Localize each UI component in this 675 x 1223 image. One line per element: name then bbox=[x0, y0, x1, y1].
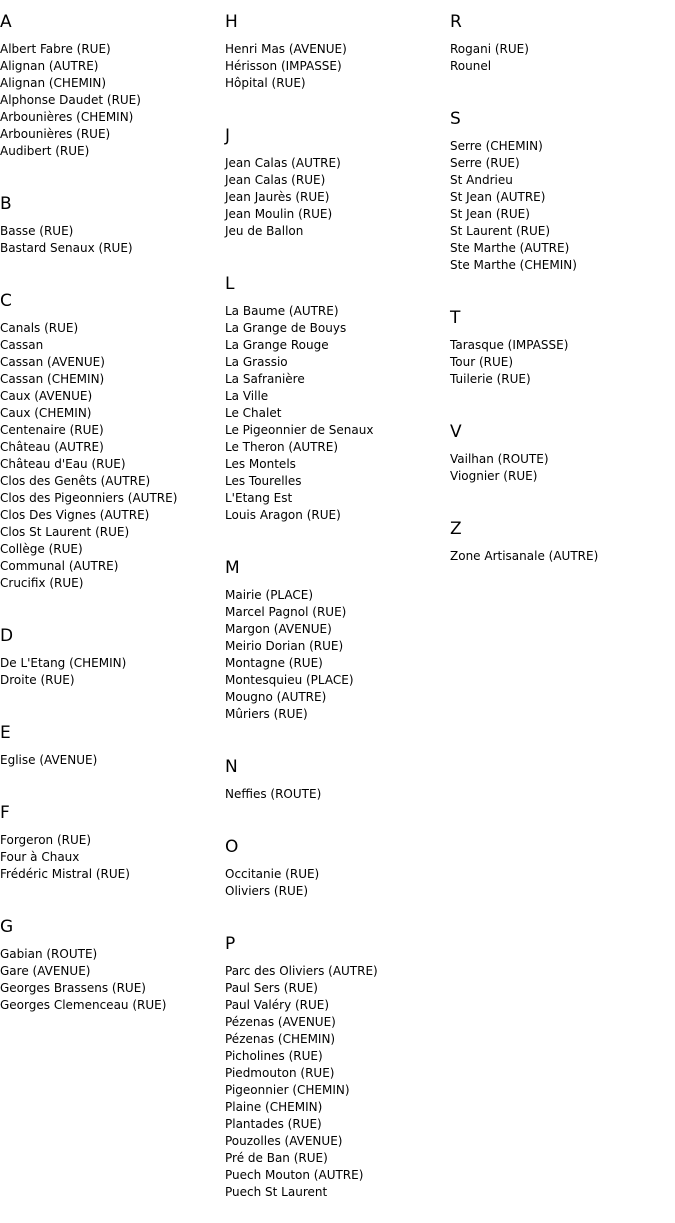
street-link[interactable]: Viognier (RUE) bbox=[450, 469, 538, 483]
street-link[interactable]: Four à Chaux bbox=[0, 850, 80, 864]
street-link[interactable]: La Ville bbox=[225, 389, 269, 403]
street-link[interactable]: Caux (AVENUE) bbox=[0, 389, 93, 403]
street-list bbox=[225, 155, 447, 240]
street-link[interactable]: Cassan bbox=[0, 338, 44, 352]
letter-heading: L bbox=[225, 274, 235, 294]
street-link[interactable]: Meirio Dorian (RUE) bbox=[225, 639, 344, 653]
street-link[interactable]: Clos des Genêts (AUTRE) bbox=[0, 474, 151, 488]
street-index-column-2 bbox=[225, 0, 447, 1223]
street-index-column-1 bbox=[0, 0, 222, 1036]
street-link[interactable]: Basse (RUE) bbox=[0, 224, 74, 238]
street-link[interactable]: Château (AUTRE) bbox=[0, 440, 104, 454]
street-link[interactable]: Centenaire (RUE) bbox=[0, 423, 104, 437]
street-list bbox=[225, 963, 447, 1201]
street-link[interactable]: Plantades (RUE) bbox=[225, 1117, 322, 1131]
letter-section bbox=[225, 546, 447, 723]
street-link[interactable]: Parc des Oliviers (AUTRE) bbox=[225, 964, 378, 978]
street-list bbox=[450, 138, 672, 274]
street-link[interactable]: La Grange Rouge bbox=[225, 338, 329, 352]
street-link[interactable]: Jean Calas (AUTRE) bbox=[225, 156, 341, 170]
letter-section bbox=[0, 614, 222, 689]
street-link[interactable]: Les Montels bbox=[225, 457, 296, 471]
street-list bbox=[0, 946, 222, 1014]
street-link[interactable]: Albert Fabre (RUE) bbox=[0, 42, 111, 56]
street-link[interactable]: Paul Sers (RUE) bbox=[225, 981, 318, 995]
street-link[interactable]: Montesquieu (PLACE) bbox=[225, 673, 354, 687]
street-link[interactable]: St Andrieu bbox=[450, 173, 513, 187]
street-link[interactable]: Oliviers (RUE) bbox=[225, 884, 308, 898]
letter-heading: V bbox=[450, 422, 462, 442]
letter-heading: R bbox=[450, 12, 462, 32]
street-link[interactable]: La Baume (AUTRE) bbox=[225, 304, 339, 318]
letter-section bbox=[0, 279, 222, 592]
street-link[interactable]: Tarasque (IMPASSE) bbox=[450, 338, 569, 352]
street-list bbox=[450, 41, 672, 75]
street-list bbox=[0, 223, 222, 257]
letter-section bbox=[450, 410, 672, 485]
street-list bbox=[0, 41, 222, 160]
street-link[interactable]: Alignan (AUTRE) bbox=[0, 59, 99, 73]
letter-section bbox=[450, 507, 672, 565]
letter-section bbox=[0, 711, 222, 769]
letter-heading: S bbox=[450, 109, 461, 129]
letter-heading: H bbox=[225, 12, 238, 32]
letter-section bbox=[225, 825, 447, 900]
street-link[interactable]: La Grassio bbox=[225, 355, 288, 369]
street-link[interactable]: Occitanie (RUE) bbox=[225, 867, 320, 881]
street-link[interactable]: Margon (AVENUE) bbox=[225, 622, 332, 636]
letter-section bbox=[450, 296, 672, 388]
street-link[interactable]: Pouzolles (AVENUE) bbox=[225, 1134, 343, 1148]
street-link[interactable]: Eglise (AVENUE) bbox=[0, 753, 98, 767]
street-link[interactable]: Caux (CHEMIN) bbox=[0, 406, 92, 420]
street-list bbox=[0, 320, 222, 592]
letter-heading: B bbox=[0, 194, 12, 214]
letter-heading: T bbox=[450, 308, 461, 328]
street-list bbox=[0, 832, 222, 883]
street-link[interactable]: Cassan (AVENUE) bbox=[0, 355, 105, 369]
street-list bbox=[225, 786, 447, 803]
letter-section bbox=[0, 0, 222, 160]
street-link[interactable]: Puech Mouton (AUTRE) bbox=[225, 1168, 364, 1182]
street-link[interactable]: Jean Jaurès (RUE) bbox=[225, 190, 330, 204]
street-list bbox=[0, 655, 222, 689]
letter-section bbox=[225, 0, 447, 92]
street-link[interactable]: Pigeonnier (CHEMIN) bbox=[225, 1083, 350, 1097]
street-link[interactable]: De L'Etang (CHEMIN) bbox=[0, 656, 127, 670]
street-link[interactable]: Puech St Laurent bbox=[225, 1185, 328, 1199]
letter-heading: P bbox=[225, 934, 236, 954]
street-link[interactable]: Alignan (CHEMIN) bbox=[0, 76, 107, 90]
street-link[interactable]: Ste Marthe (CHEMIN) bbox=[450, 258, 577, 272]
street-link[interactable]: Clos St Laurent (RUE) bbox=[0, 525, 130, 539]
letter-heading: A bbox=[0, 12, 12, 32]
street-link[interactable]: Le Theron (AUTRE) bbox=[225, 440, 339, 454]
street-link[interactable]: Ste Marthe (AUTRE) bbox=[450, 241, 570, 255]
letter-section bbox=[0, 791, 222, 883]
letter-heading: E bbox=[0, 723, 11, 743]
street-link[interactable]: Alphonse Daudet (RUE) bbox=[0, 93, 141, 107]
street-link[interactable]: St Laurent (RUE) bbox=[450, 224, 551, 238]
letter-section bbox=[0, 182, 222, 257]
street-link[interactable]: St Jean (RUE) bbox=[450, 207, 530, 221]
street-link[interactable]: Louis Aragon (RUE) bbox=[225, 508, 341, 522]
letter-heading: F bbox=[0, 803, 10, 823]
street-link[interactable]: Frédéric Mistral (RUE) bbox=[0, 867, 130, 881]
street-link[interactable]: Jean Moulin (RUE) bbox=[225, 207, 333, 221]
letter-heading: N bbox=[225, 757, 238, 777]
street-list bbox=[225, 303, 447, 524]
letter-heading: J bbox=[225, 126, 231, 146]
street-link[interactable]: Arbounières (RUE) bbox=[0, 127, 111, 141]
letter-section bbox=[450, 0, 672, 75]
street-link[interactable]: Forgeron (RUE) bbox=[0, 833, 92, 847]
street-link[interactable]: Clos des Pigeonniers (AUTRE) bbox=[0, 491, 178, 505]
street-link[interactable]: La Safranière bbox=[225, 372, 305, 386]
street-link[interactable]: Pézenas (AVENUE) bbox=[225, 1015, 336, 1029]
street-link[interactable]: Mougno (AUTRE) bbox=[225, 690, 327, 704]
street-link[interactable]: Canals (RUE) bbox=[0, 321, 79, 335]
letter-heading: M bbox=[225, 558, 240, 578]
street-link[interactable]: St Jean (AUTRE) bbox=[450, 190, 546, 204]
street-list bbox=[450, 451, 672, 485]
street-link[interactable]: Neffies (ROUTE) bbox=[225, 787, 322, 801]
street-link[interactable]: Piedmouton (RUE) bbox=[225, 1066, 335, 1080]
street-link[interactable]: Le Chalet bbox=[225, 406, 282, 420]
street-link[interactable]: L'Etang Est bbox=[225, 491, 293, 505]
street-index-column-3 bbox=[450, 0, 672, 587]
street-link[interactable]: Picholines (RUE) bbox=[225, 1049, 323, 1063]
street-link[interactable]: Droite (RUE) bbox=[0, 673, 75, 687]
street-link[interactable]: Vailhan (ROUTE) bbox=[450, 452, 549, 466]
letter-heading: D bbox=[0, 626, 14, 646]
street-link[interactable]: Collège (RUE) bbox=[0, 542, 83, 556]
street-link[interactable]: Pézenas (CHEMIN) bbox=[225, 1032, 336, 1046]
street-link[interactable]: Serre (CHEMIN) bbox=[450, 139, 543, 153]
street-list bbox=[225, 866, 447, 900]
street-link[interactable]: Georges Clemenceau (RUE) bbox=[0, 998, 167, 1012]
letter-heading: O bbox=[225, 837, 239, 857]
street-list bbox=[450, 548, 672, 565]
street-link[interactable]: Cassan (CHEMIN) bbox=[0, 372, 105, 386]
street-link[interactable]: Tour (RUE) bbox=[450, 355, 514, 369]
letter-heading: C bbox=[0, 291, 12, 311]
letter-heading: Z bbox=[450, 519, 462, 539]
street-link[interactable]: Mairie (PLACE) bbox=[225, 588, 314, 602]
letter-section bbox=[225, 745, 447, 803]
street-link[interactable]: Rogani (RUE) bbox=[450, 42, 529, 56]
street-link[interactable]: Tuilerie (RUE) bbox=[450, 372, 531, 386]
street-link[interactable]: Château d'Eau (RUE) bbox=[0, 457, 126, 471]
letter-section bbox=[450, 97, 672, 274]
street-link[interactable]: Montagne (RUE) bbox=[225, 656, 323, 670]
street-link[interactable]: Communal (AUTRE) bbox=[0, 559, 119, 573]
street-link[interactable]: Zone Artisanale (AUTRE) bbox=[450, 549, 599, 563]
letter-section bbox=[225, 262, 447, 524]
street-link[interactable]: Le Pigeonnier de Senaux bbox=[225, 423, 374, 437]
street-link[interactable]: La Grange de Bouys bbox=[225, 321, 347, 335]
street-link[interactable]: Jeu de Ballon bbox=[225, 224, 304, 238]
street-link[interactable]: Jean Calas (RUE) bbox=[225, 173, 326, 187]
street-link[interactable]: Paul Valéry (RUE) bbox=[225, 998, 330, 1012]
street-link[interactable]: Gare (AVENUE) bbox=[0, 964, 91, 978]
street-link[interactable]: Henri Mas (AVENUE) bbox=[225, 42, 347, 56]
street-link[interactable]: Pré de Ban (RUE) bbox=[225, 1151, 328, 1165]
street-list bbox=[450, 337, 672, 388]
street-link[interactable]: Serre (RUE) bbox=[450, 156, 520, 170]
letter-heading: G bbox=[0, 917, 14, 937]
street-link[interactable]: Hérisson (IMPASSE) bbox=[225, 59, 342, 73]
street-link[interactable]: Crucifix (RUE) bbox=[0, 576, 84, 590]
street-link[interactable]: Plaine (CHEMIN) bbox=[225, 1100, 323, 1114]
street-link[interactable]: Mûriers (RUE) bbox=[225, 707, 308, 721]
street-link[interactable]: Marcel Pagnol (RUE) bbox=[225, 605, 347, 619]
street-list bbox=[225, 41, 447, 92]
street-link[interactable]: Hôpital (RUE) bbox=[225, 76, 306, 90]
street-link[interactable]: Bastard Senaux (RUE) bbox=[0, 241, 133, 255]
street-link[interactable]: Clos Des Vignes (AUTRE) bbox=[0, 508, 150, 522]
letter-section bbox=[225, 114, 447, 240]
street-link[interactable]: Les Tourelles bbox=[225, 474, 302, 488]
street-link[interactable]: Gabian (ROUTE) bbox=[0, 947, 98, 961]
street-link[interactable]: Audibert (RUE) bbox=[0, 144, 90, 158]
street-link[interactable]: Rounel bbox=[450, 59, 492, 73]
street-list bbox=[225, 587, 447, 723]
street-list bbox=[0, 752, 222, 769]
street-link[interactable]: Georges Brassens (RUE) bbox=[0, 981, 146, 995]
letter-section bbox=[225, 922, 447, 1201]
letter-section bbox=[0, 905, 222, 1014]
street-link[interactable]: Arbounières (CHEMIN) bbox=[0, 110, 134, 124]
